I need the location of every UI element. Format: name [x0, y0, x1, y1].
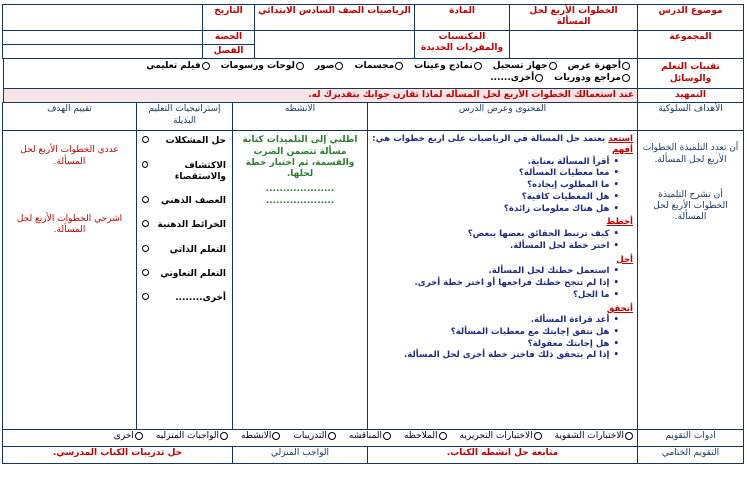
- evaluation-option[interactable]: [293, 431, 336, 442]
- bullet-icon: •: [613, 315, 619, 326]
- topic-label: موضوع الدرس: [638, 5, 744, 31]
- tool-option-label: أخرى......: [490, 73, 535, 84]
- step-item: [372, 327, 633, 338]
- tool-option[interactable]: [146, 61, 210, 72]
- step-item: [372, 168, 633, 179]
- evaluation-option-label: اخرى: [113, 431, 134, 442]
- evaluation-option-label: التدريبات: [293, 431, 327, 442]
- radio-icon[interactable]: [395, 62, 403, 70]
- step-item-text: إذا لم يتحقق ذلك فاختر خطة أخرى لحل المسألة.: [404, 350, 610, 361]
- activities-dots-1: ....................: [265, 184, 335, 195]
- evaluation-option[interactable]: [460, 431, 543, 442]
- bullet-icon: •: [613, 229, 619, 240]
- strategy-item[interactable]: [139, 196, 226, 207]
- strategy-item[interactable]: [139, 136, 226, 147]
- tool-option[interactable]: [414, 61, 483, 72]
- step-item: [372, 350, 633, 361]
- step-item-text: أقرأ المسألة بعناية.: [527, 156, 610, 167]
- step-title: أحل: [616, 254, 633, 265]
- period-value[interactable]: [3, 30, 203, 44]
- intro-text: عند استعمالك الخطوات الأربع لحل المسأله لماذا تقارن جوابك بتقديرك له.: [4, 89, 638, 103]
- step-item: [372, 229, 633, 240]
- tool-option-label: نماذج وعينات: [414, 61, 473, 71]
- terms-value[interactable]: [255, 30, 415, 59]
- step-item: [372, 290, 633, 301]
- strategy-item[interactable]: [139, 245, 226, 256]
- evaluation-option-label: الاختبارات الشفوية: [554, 431, 624, 442]
- evaluation-option[interactable]: [114, 431, 144, 442]
- content-cell: [368, 131, 638, 430]
- strategy-label: التعلم الذاتي: [169, 244, 226, 255]
- bullet-icon: •: [613, 266, 619, 277]
- step-title: أفهم: [612, 144, 633, 155]
- step-item-text: هل تتفق إجابتك مع معطيات المسألة؟: [450, 327, 610, 337]
- content-intro: يعتمد حل المسالة في الرياضيات على اربع خطوات هي:: [372, 134, 606, 145]
- strategy-label: الاكتشاف والاستقصاء: [174, 160, 226, 182]
- subject-label: المادة: [415, 5, 510, 31]
- activities-dots-2: ....................: [265, 195, 335, 206]
- tools-row-2: [10, 73, 631, 84]
- homework-label: الواجب المنزلي: [233, 447, 368, 464]
- col-activities: الانشطه: [233, 103, 368, 131]
- radio-icon[interactable]: [535, 74, 543, 82]
- tools-options: [4, 59, 638, 89]
- evaluation-option[interactable]: [555, 431, 634, 442]
- radio-icon[interactable]: [439, 432, 447, 440]
- objectives-cell: [638, 131, 744, 430]
- step-title: أتحقق: [606, 303, 633, 314]
- activities-text: اطلبي إلى التلميذات كتابة مسألة تتضمن الضرب والقسمة، ثم اختيار خطة لحلها.: [242, 135, 358, 179]
- tool-option[interactable]: [554, 73, 631, 84]
- tool-option-label: فيلم تعليمي: [146, 61, 201, 71]
- strategies-list: [139, 136, 226, 304]
- strategy-label: حل المشكلات: [165, 136, 226, 147]
- step-item: [372, 241, 633, 252]
- step-item-text: استعمل خطتك لحل المسألة.: [488, 266, 610, 277]
- evaluation-label: ادوات التقويم: [638, 430, 744, 447]
- step-item: [372, 192, 633, 203]
- strategy-item[interactable]: [139, 161, 226, 184]
- step-item: [372, 339, 633, 350]
- checkbox-icon[interactable]: [142, 161, 148, 168]
- final-value: متابعة حل انشطه الكتاب.: [368, 447, 638, 464]
- radio-icon[interactable]: [625, 432, 633, 440]
- bullet-icon: •: [613, 156, 619, 167]
- bullet-icon: •: [613, 327, 619, 337]
- evaluation-options: [3, 430, 638, 447]
- col-objectives: الأهداف السلوكية: [638, 103, 744, 131]
- group-value[interactable]: [510, 30, 638, 59]
- col-content: المحتوى وعرض الدرس: [368, 103, 638, 131]
- homework-value: حل تدريبات الكتاب المدرسي.: [3, 447, 233, 464]
- main-table: [2, 102, 744, 430]
- evaluation-option[interactable]: [349, 431, 392, 442]
- class-value[interactable]: [3, 44, 203, 58]
- step-item-text: أعد قراءة المسألة.: [530, 315, 610, 326]
- final-label: التقويم الختامي: [638, 447, 744, 464]
- assessment-2: اشرحي الخطوات الأربع لحل المسألة.: [16, 213, 123, 235]
- strategy-label: التعلم التعاوني: [160, 268, 226, 279]
- tool-option-label: جهاز تسجيل: [492, 61, 548, 71]
- bullet-icon: •: [613, 289, 619, 300]
- radio-icon[interactable]: [534, 432, 542, 440]
- step-item-text: ما الحل؟: [572, 289, 610, 300]
- tool-option[interactable]: [493, 61, 558, 72]
- tool-option-label: أجهزة عرض: [567, 61, 621, 71]
- assessment-1: عددي الخطوات الأربع لحل المسألة.: [20, 145, 119, 167]
- evaluation-option-label: الانشطه: [241, 431, 272, 442]
- strategy-label: الخرائط الذهنية: [157, 220, 226, 231]
- tools-table: [3, 58, 744, 103]
- tool-option-label: صور: [314, 61, 335, 71]
- bullet-icon: •: [613, 338, 619, 349]
- bullet-icon: •: [613, 350, 619, 361]
- period-label: الحصة: [203, 30, 255, 44]
- evaluation-option-label: الملاحظه: [403, 431, 438, 442]
- step-item-text: هل هناك معلومات زائدة؟: [503, 203, 610, 214]
- step-title: أخطط: [606, 217, 633, 228]
- bullet-icon: •: [613, 168, 619, 179]
- checkbox-icon[interactable]: [142, 196, 149, 203]
- group-label: المجموعة: [638, 30, 744, 59]
- step-item-text: اختر خطة لحل المسألة.: [510, 240, 610, 251]
- assessment-cell: [3, 131, 137, 430]
- objective-1: أن تعدد التلميذة الخطوات الأربع لحل المسألة.: [642, 143, 739, 165]
- evaluation-option[interactable]: [156, 431, 229, 442]
- bullet-icon: •: [613, 191, 619, 202]
- bullet-icon: •: [613, 278, 619, 289]
- intro-tag: استعد: [608, 134, 633, 145]
- bullet-icon: •: [613, 203, 619, 214]
- tool-option[interactable]: [221, 61, 305, 72]
- strategies-cell: [137, 131, 233, 430]
- date-label: التاريخ: [203, 5, 255, 31]
- tools-label: تقنيات التعلم والوسائل: [638, 59, 744, 89]
- strategy-label: العصف الذهني: [161, 196, 226, 206]
- terms-label: المكتسبات والمفردات الجديدة: [415, 30, 510, 59]
- step-item-text: هل إجابتك معقولة؟: [527, 338, 610, 349]
- radio-icon[interactable]: [474, 62, 482, 70]
- radio-icon[interactable]: [622, 62, 630, 70]
- date-value[interactable]: [3, 5, 203, 31]
- radio-icon[interactable]: [622, 74, 630, 82]
- tool-option-label: مراجع ودوريات: [554, 73, 621, 84]
- tool-option[interactable]: [490, 73, 544, 84]
- checkbox-icon[interactable]: [142, 136, 149, 143]
- step-item-text: ما المطلوب إيجاده؟: [527, 180, 610, 191]
- tool-option[interactable]: [354, 61, 404, 72]
- step-item: [372, 278, 633, 289]
- step-item: [372, 180, 633, 191]
- radio-icon[interactable]: [272, 432, 280, 440]
- objective-2: أن تشرح التلميذة الخطوات الأربع لحل المسألة.: [653, 189, 728, 223]
- activities-cell: [233, 131, 368, 430]
- checkbox-icon[interactable]: [142, 269, 149, 276]
- topic-value: الخطوات الأربع لحل المسألة: [510, 5, 638, 31]
- bullet-icon: •: [613, 180, 619, 191]
- tool-option[interactable]: [568, 61, 631, 72]
- tool-option-label: مجسمات: [354, 61, 395, 71]
- footer-table: [2, 429, 744, 464]
- checkbox-icon[interactable]: [142, 293, 149, 300]
- tools-row-1: [10, 61, 631, 72]
- strategy-label: أخرى........: [175, 293, 226, 303]
- subject-value: الرياضيات الصف السادس الابتدائي: [255, 5, 415, 31]
- content-steps: [372, 145, 633, 361]
- evaluation-row: [6, 431, 634, 442]
- header-table: [2, 4, 744, 59]
- radio-icon[interactable]: [135, 432, 143, 440]
- evaluation-option-label: المناقشه: [348, 431, 382, 442]
- evaluation-option-label: الواجبات المنزليه: [155, 431, 220, 442]
- strategy-item[interactable]: [139, 220, 226, 231]
- class-label: الفصل: [203, 44, 255, 58]
- bullet-icon: •: [613, 240, 619, 251]
- radio-icon[interactable]: [328, 432, 336, 440]
- strategy-item[interactable]: [139, 269, 226, 280]
- tool-option[interactable]: [315, 61, 345, 72]
- step-item: [372, 315, 633, 326]
- evaluation-option-label: الاختبارات التحريريه: [459, 431, 533, 442]
- col-assessment: تقييم الهدف: [3, 103, 137, 131]
- checkbox-icon[interactable]: [142, 220, 149, 227]
- tool-option-label: لوحات ورسومات: [220, 61, 295, 71]
- radio-icon[interactable]: [335, 62, 343, 70]
- radio-icon[interactable]: [202, 62, 210, 70]
- col-strategies: إستراتيجيات التعليم البديلة: [137, 103, 233, 131]
- intro-label: التمهيد: [638, 89, 744, 103]
- step-item: [372, 157, 633, 168]
- radio-icon[interactable]: [220, 432, 228, 440]
- radio-icon[interactable]: [296, 62, 304, 70]
- step-item: [372, 266, 633, 277]
- radio-icon[interactable]: [383, 432, 391, 440]
- step-item: [372, 204, 633, 215]
- evaluation-option[interactable]: [241, 431, 281, 442]
- step-item-text: إذا لم تنجح خطتك فراجعها أو اختر خطة أخرى.: [414, 278, 610, 289]
- step-item-text: كيف ترتبط الحقائق بعضها ببعض؟: [467, 229, 610, 240]
- checkbox-icon[interactable]: [142, 245, 149, 252]
- radio-icon[interactable]: [549, 62, 557, 70]
- evaluation-option[interactable]: [404, 431, 448, 442]
- strategy-item[interactable]: [139, 293, 226, 304]
- step-item-text: هل المعطيات كافية؟: [521, 191, 610, 202]
- step-item-text: معا معطيات المسألة؟: [518, 168, 610, 179]
